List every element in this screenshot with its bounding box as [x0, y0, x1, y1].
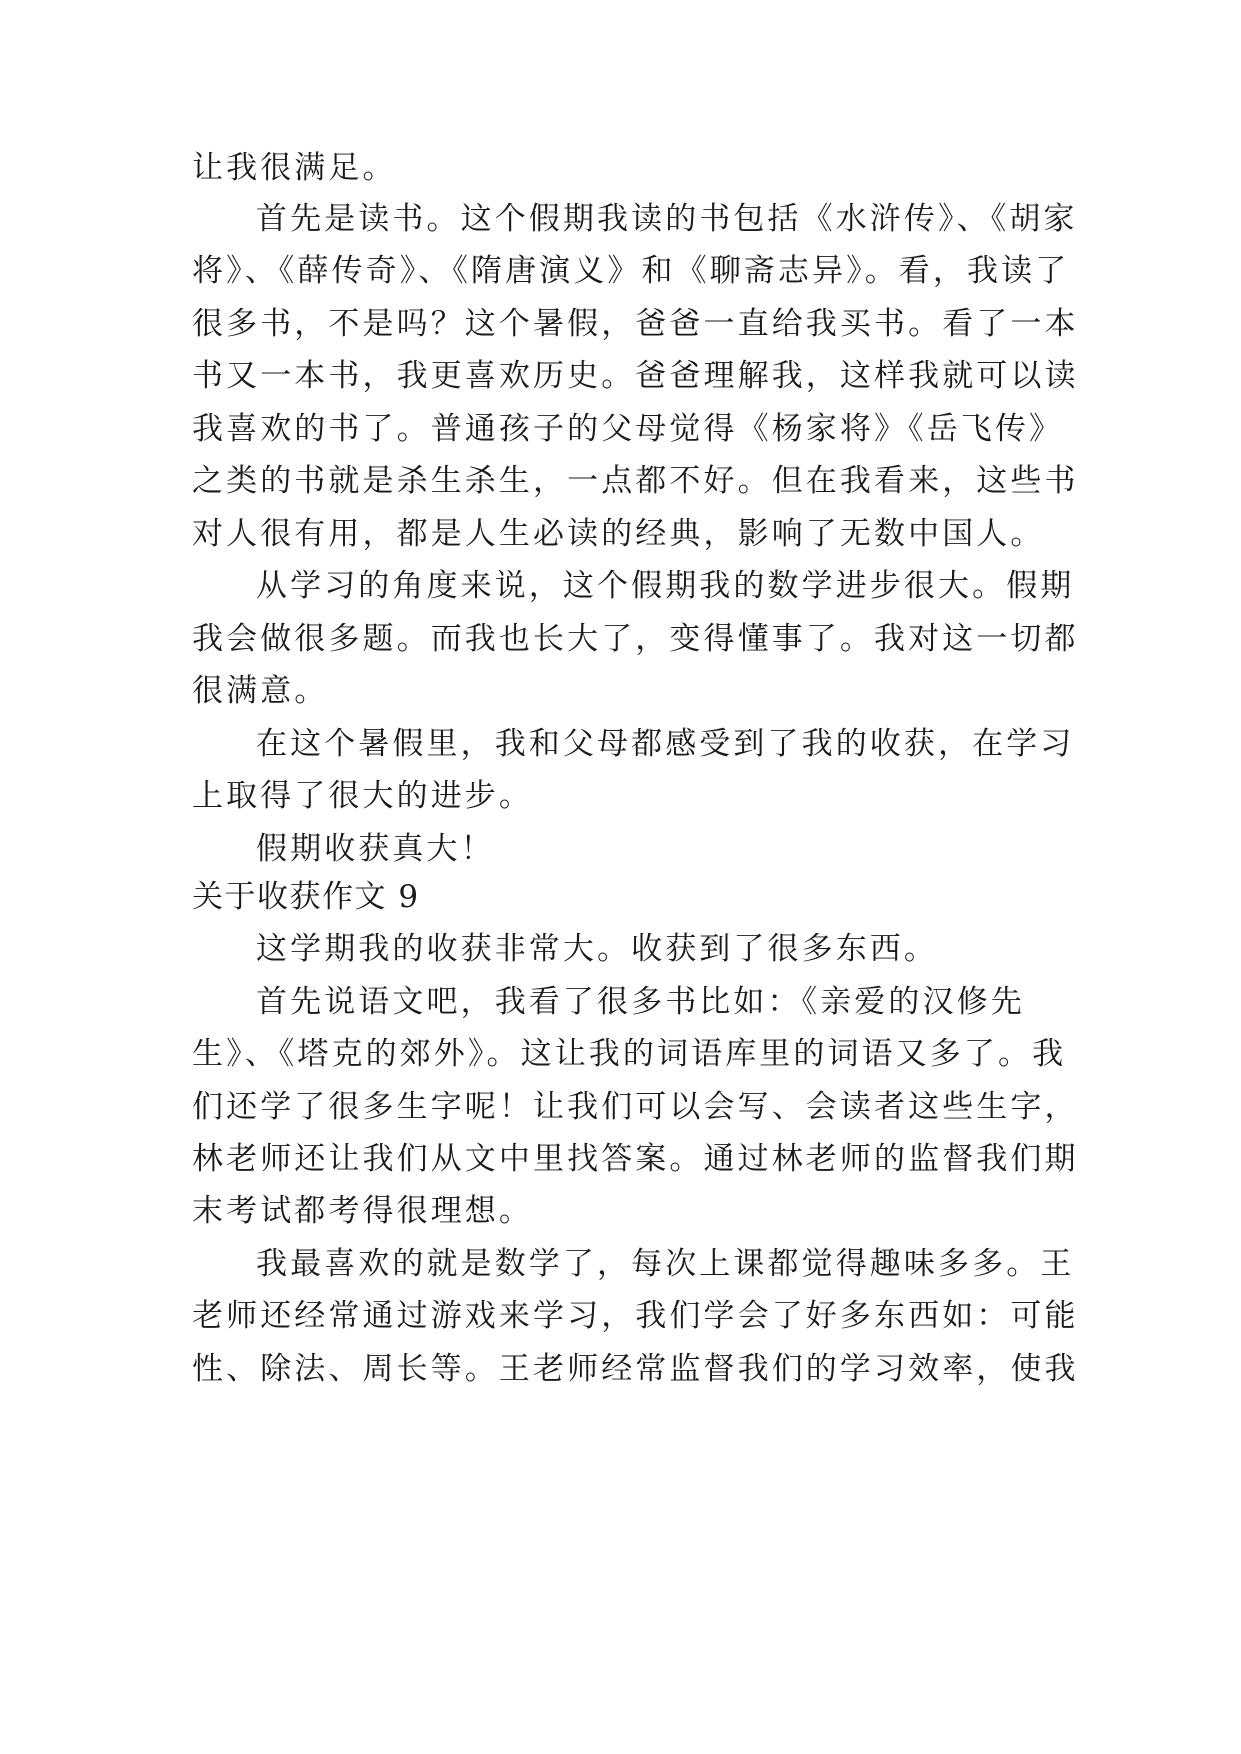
- text-line: 让我很满足。: [192, 150, 397, 186]
- section-heading: 关于收获作文 9: [192, 879, 420, 915]
- paragraph-start-line: 首先说语文吧，我看了很多书比如：《亲爱的汉修先: [256, 984, 1025, 1020]
- text-line: 很多书，不是吗？这个暑假，爸爸一直给我买书。看了一本: [192, 306, 1079, 342]
- text-line: 末考试都考得很理想。: [192, 1193, 533, 1229]
- paragraph-start-line: 这学期我的收获非常大。收获到了很多东西。: [256, 931, 938, 967]
- paragraph-start-line: 假期收获真大！: [256, 831, 495, 867]
- text-line: 我喜欢的书了。普通孩子的父母觉得《杨家将》《岳飞传》: [192, 411, 1064, 447]
- text-line: 我会做很多题。而我也长大了，变得懂事了。我对这一切都: [192, 621, 1079, 657]
- text-line: 们还学了很多生字呢！让我们可以会写、会读者这些生字，: [192, 1089, 1079, 1125]
- text-line: 老师还经常通过游戏来学习，我们学会了好多东西如：可能: [192, 1298, 1079, 1334]
- paragraph-start-line: 在这个暑假里，我和父母都感受到了我的收获，在学习: [256, 726, 1075, 762]
- paragraph-start-line: 我最喜欢的就是数学了，每次上课都觉得趣味多多。王: [256, 1246, 1075, 1282]
- text-line: 林老师还让我们从文中里找答案。通过林老师的监督我们期: [192, 1141, 1079, 1177]
- text-line: 之类的书就是杀生杀生，一点都不好。但在我看来，这些书: [192, 463, 1079, 499]
- text-line: 对人很有用，都是人生必读的经典，影响了无数中国人。: [192, 516, 1045, 552]
- paragraph-start-line: 从学习的角度来说，这个假期我的数学进步很大。假期: [256, 568, 1075, 604]
- text-line: 性、除法、周长等。王老师经常监督我们的学习效率，使我: [192, 1351, 1079, 1387]
- paragraph-start-line: 首先是读书。这个假期我读的书包括《水浒传》、《胡家: [256, 201, 1078, 237]
- text-line: 很满意。: [192, 673, 329, 709]
- text-line: 生》、《塔克的郊外》。这让我的词语库里的词语又多了。我: [192, 1036, 1067, 1072]
- text-line: 上取得了很大的进步。: [192, 778, 533, 814]
- text-line: 书又一本书，我更喜欢历史。爸爸理解我，这样我就可以读: [192, 358, 1079, 394]
- text-line: 将》、《薛传奇》、《隋唐演义》和《聊斋志异》。看，我读了: [192, 253, 1070, 289]
